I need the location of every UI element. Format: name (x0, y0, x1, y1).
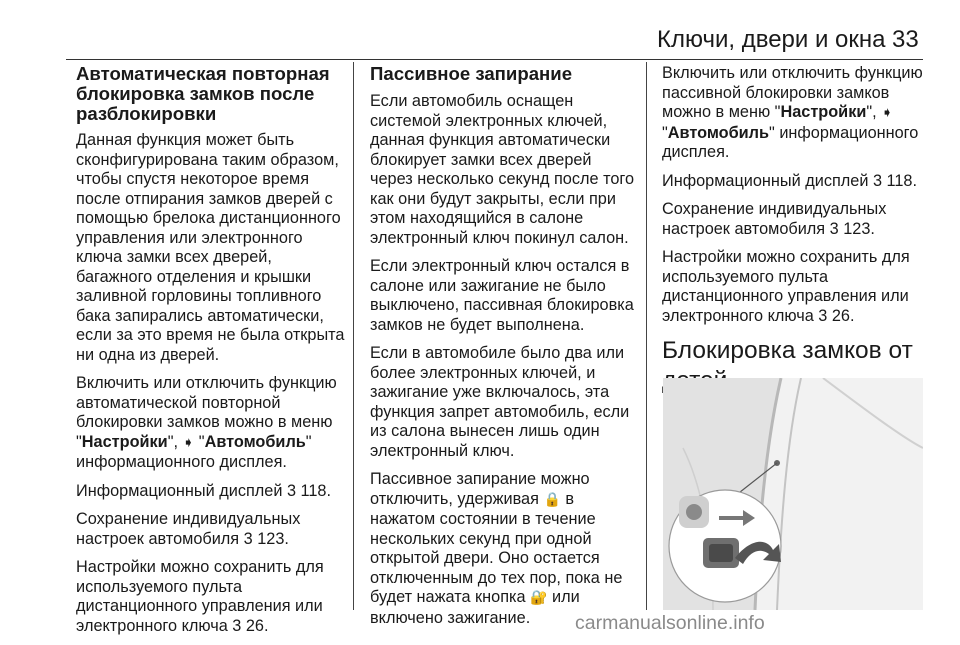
menu-vehicle-label: Автомобиль (667, 123, 770, 142)
triangle-right-icon: ➧ (182, 434, 195, 451)
paragraph: Если в автомобиле было два или более электронных ключей, и зажигание уже включалось, эта функция запрет автомобиль, если из салона вынесен лишь один электронный ключ. (370, 344, 630, 460)
padlock-icon: 🔒 (543, 491, 561, 508)
paragraph-disable-passive: Пассивное запирание можно отключить, удерживая 🔒 в нажатом состоянии в течение нескольких секунд при одной открытой двери. Оно остается отключенным до тех пор, пока не будет нажата кнопка 🔐 или включено зажигание. (370, 470, 623, 627)
paragraph-reference: Сохранение индивидуальных настроек автомобиля 3 123. (662, 200, 887, 238)
watermark-text: carmanualsonline.info (575, 612, 765, 634)
paragraph: Если электронный ключ остался в салоне или зажигание не было выключено, пассивная блокировка замков не будет выполнена. (370, 257, 634, 334)
triangle-right-icon: ➧ (881, 105, 893, 121)
column-right (662, 64, 932, 396)
page-header-title: Ключи, двери и окна (657, 26, 886, 53)
paragraph-menu-path: Включить или отключить функцию автоматической повторной блокировки замков можно в меню "Настройки", ➧ "Автомобиль" информационного дисплея. (76, 374, 337, 471)
paragraph: Данная функция может быть сконфигурирована таким образом, чтобы спустя некоторое время после отпирания замков дверей с помощью брелока дистанционного управления или электронного ключа замки всех дверей, багажного отделения и крышки заливной горловины топливного бака запирались автоматически, если за это время не была открыта ни одна из дверей. (76, 131, 345, 364)
section-heading-auto-relock: Автоматическая повторная блокировка замков после разблокировки (76, 63, 330, 124)
menu-settings-label: Настройки (81, 432, 168, 451)
section-heading-passive-locking: Пассивное запирание (370, 63, 573, 84)
column-left (76, 64, 348, 645)
padlock-closed-icon: 🔐 (530, 590, 548, 606)
menu-settings-label: Настройки (780, 103, 867, 121)
paragraph-reference: Информационный дисплей 3 118. (76, 481, 332, 500)
paragraph-reference: Настройки можно сохранить для используемого пульта дистанционного управления или электронного ключа 3 26. (76, 558, 324, 635)
paragraph-reference: Сохранение индивидуальных настроек автомобиля 3 123. (76, 510, 301, 548)
column-middle (370, 64, 638, 637)
paragraph-reference: Информационный дисплей 3 118. (662, 171, 918, 190)
paragraph: Если автомобиль оснащен системой электронных ключей, данная функция автоматически блокирует замки всех дверей через несколько секунд после того как они будут закрыты, если при этом находящийся в салоне электронный ключ покинул салон. (370, 92, 635, 247)
section-heading-child-lock: Блокировка замков от (662, 337, 913, 364)
column-divider (646, 62, 647, 610)
door-edge-figure (663, 378, 923, 610)
header-rule (66, 59, 923, 60)
column-divider (353, 62, 354, 610)
menu-vehicle-label: Автомобиль (204, 432, 306, 451)
child-lock-illustration (663, 378, 923, 610)
paragraph-reference: Настройки можно сохранить для используемого пульта дистанционного управления или электронного ключа 3 26. (662, 248, 910, 325)
page-number: 33 (892, 26, 919, 53)
paragraph-menu-path: Включить или отключить функцию пассивной блокировки замков можно в меню "Настройки", ➧ "Автомобиль" информационного дисплея. (662, 64, 923, 161)
